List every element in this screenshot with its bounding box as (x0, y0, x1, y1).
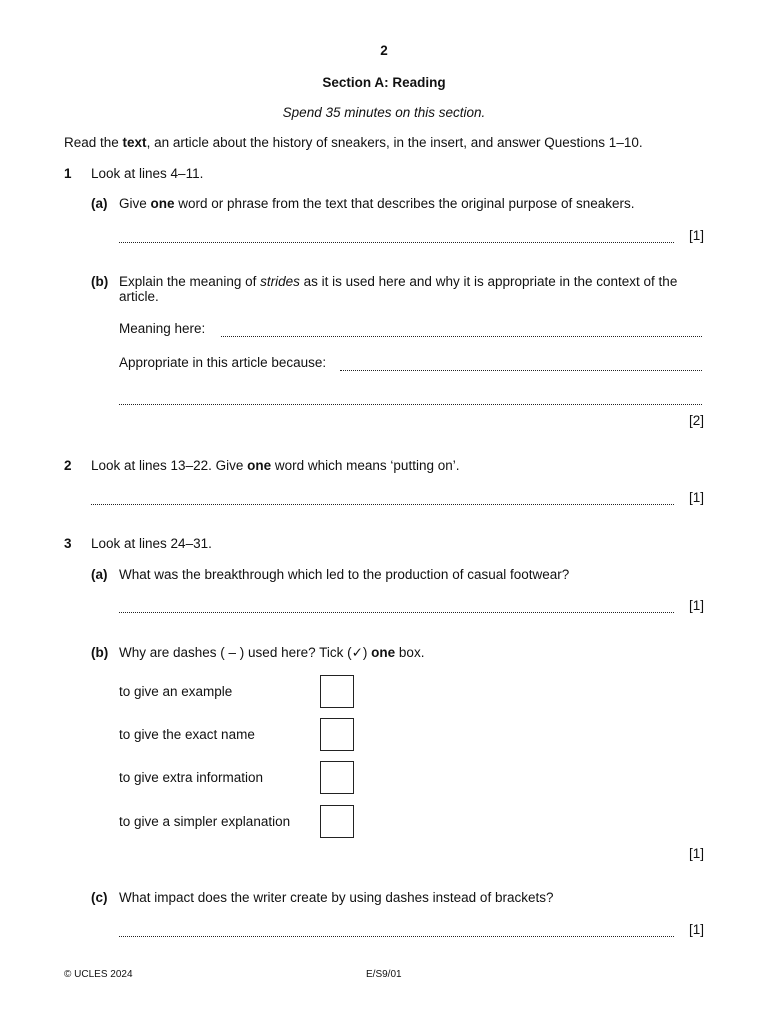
q1b-marks: [2] (688, 413, 704, 428)
q1b-meaning-line[interactable] (221, 336, 702, 337)
q1b-label: (b) (91, 274, 109, 289)
q1b-text: Explain the meaning of strides as it is used here and why it is appropriate in the context of the article. (119, 274, 678, 304)
section-instruction: Spend 35 minutes on this section. (282, 105, 486, 120)
q3c-text: What impact does the writer create by using dashes instead of brackets? (119, 890, 554, 905)
q1a-marks: [1] (688, 228, 704, 243)
q3b-option-checkbox[interactable] (320, 718, 354, 751)
q1b-appropriate-label: Appropriate in this article because: (119, 355, 327, 370)
q2-marks: [1] (688, 490, 704, 505)
section-title: Section A: Reading (322, 75, 446, 90)
q3b-marks: [1] (688, 846, 704, 861)
q3a-label: (a) (91, 567, 108, 582)
q3c-label: (c) (91, 890, 108, 905)
q3b-label: (b) (91, 645, 109, 660)
q3a-answer-line[interactable] (119, 612, 674, 613)
q3a-text: What was the breakthrough which led to the production of casual footwear? (119, 567, 570, 582)
q2-number: 2 (64, 458, 72, 473)
q1b-answer-line-2[interactable] (119, 404, 702, 405)
q1a-text: Give one word or phrase from the text that describes the original purpose of sneakers. (119, 196, 635, 211)
q3b-option-checkbox[interactable] (320, 675, 354, 708)
q3b-option-checkbox[interactable] (320, 805, 354, 838)
q3-number: 3 (64, 536, 72, 551)
q1-stem: Look at lines 4–11. (91, 166, 204, 181)
page-number: 2 (380, 43, 388, 58)
intro-text: Read the text, an article about the history of sneakers, in the insert, and answer Questions 1–10. (64, 135, 643, 150)
q2-answer-line[interactable] (91, 504, 674, 505)
q3b-option-label: to give extra information (119, 770, 264, 785)
q1b-appropriate-line[interactable] (340, 370, 702, 371)
q3c-answer-line[interactable] (119, 936, 674, 937)
q3c-marks: [1] (688, 922, 704, 937)
q1a-label: (a) (91, 196, 108, 211)
q3b-option-checkbox[interactable] (320, 761, 354, 794)
q1b-meaning-label: Meaning here: (119, 321, 206, 336)
q3a-marks: [1] (688, 598, 704, 613)
footer-code: E/S9/01 (366, 969, 402, 980)
q1-number: 1 (64, 166, 72, 181)
q3b-option-label: to give a simpler explanation (119, 814, 291, 829)
footer-copyright: © UCLES 2024 (64, 969, 133, 980)
q2-text: Look at lines 13–22. Give one word which means ‘putting on’. (91, 458, 460, 473)
q1a-answer-line[interactable] (119, 242, 674, 243)
q3b-option-label: to give the exact name (119, 727, 255, 742)
q3b-option-label: to give an example (119, 684, 233, 699)
q3b-text: Why are dashes ( – ) used here? Tick (✓) one box. (119, 645, 425, 660)
q3-stem: Look at lines 24–31. (91, 536, 212, 551)
